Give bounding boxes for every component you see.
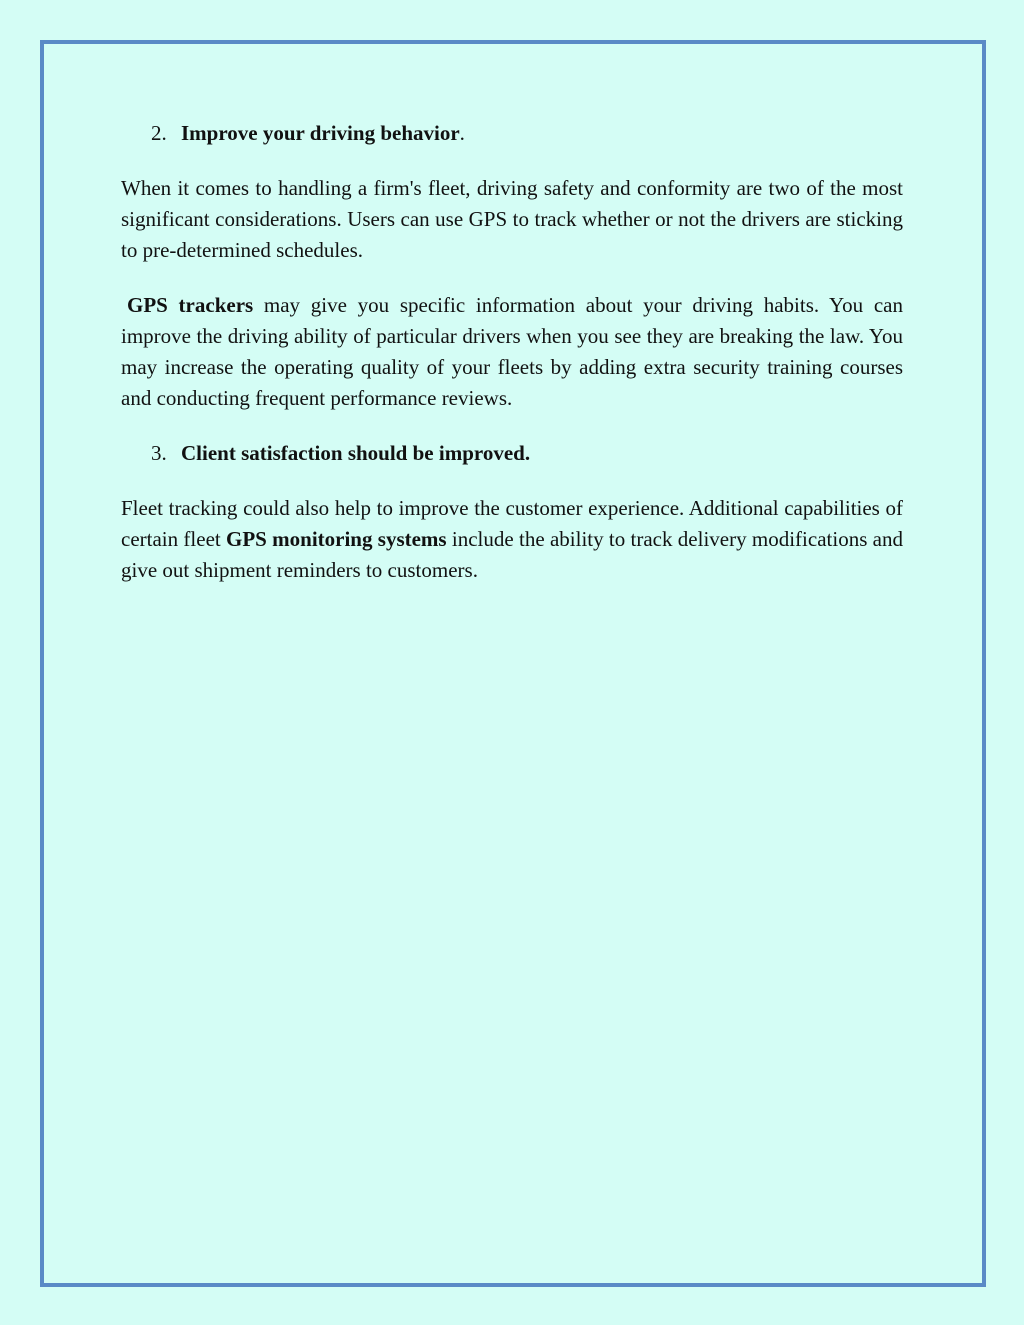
paragraph-gps-trackers xyxy=(121,290,903,414)
paragraph-customer-experience-end: include the ability to track delivery modifications and give out shipment reminders to customers. xyxy=(121,527,903,582)
paragraph-customer-experience-start: Fleet tracking could also help to improve the customer experience. Additional capabilities of certain fleet xyxy=(121,496,903,551)
gps-trackers-term: GPS trackers xyxy=(127,293,254,317)
section-heading-3 xyxy=(151,438,903,469)
paragraph-gps-trackers-text: may give you specific information about your driving habits. You can improve the driving ability of particular drivers when you see they are breaking the law. You may increase the operating quality of your fleets by adding extra security training courses and conducting frequent performance reviews. xyxy=(121,293,903,410)
section-title: Client satisfaction should be improved. xyxy=(181,441,531,465)
gps-monitoring-term: GPS monitoring systems xyxy=(226,527,447,551)
section-number: 3. xyxy=(151,441,167,465)
section-title-suffix: . xyxy=(459,121,465,145)
paragraph-customer-experience xyxy=(121,493,903,586)
section-number: 2. xyxy=(151,121,167,145)
section-title: Improve your driving behavior xyxy=(181,121,460,145)
paragraph-driving-safety: When it comes to handling a firm's fleet, driving safety and conformity are two of the most significant considerations. Users can use GPS to track whether or not the drivers are sticking to pre-determined schedules. xyxy=(121,176,903,262)
section-heading-2 xyxy=(151,118,903,149)
document-body xyxy=(121,118,903,610)
